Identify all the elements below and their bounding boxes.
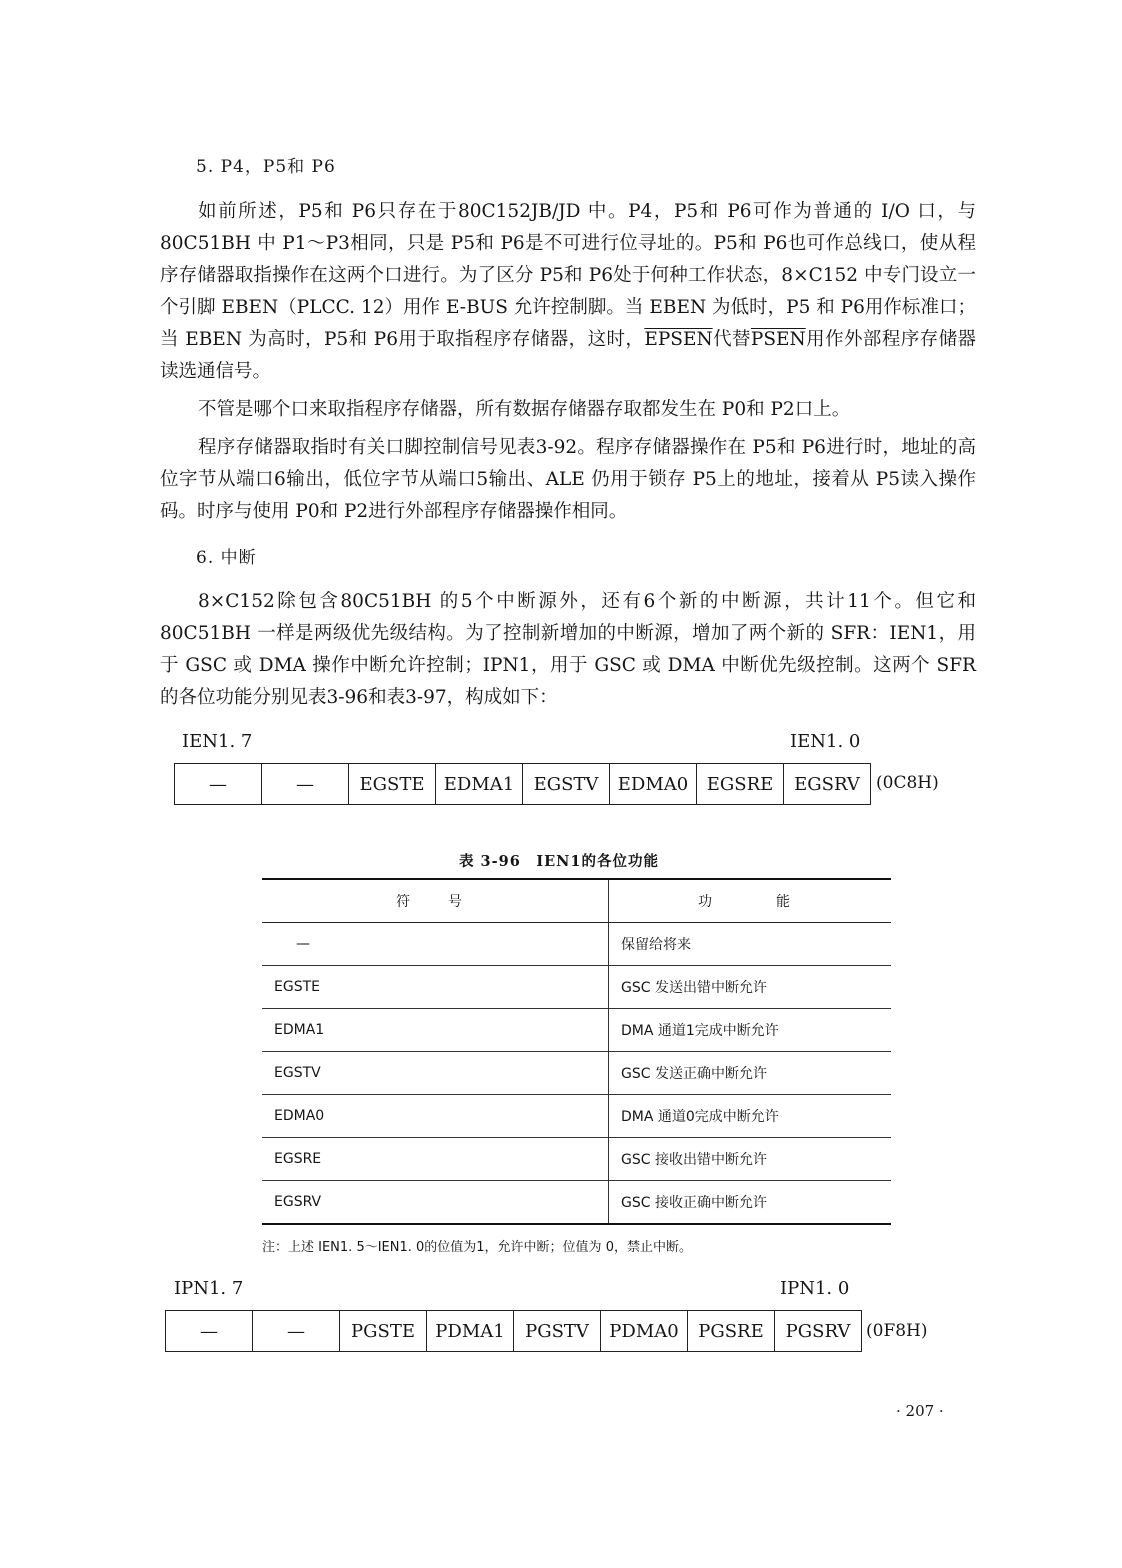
row-function: GSC 发送出错中断允许 bbox=[609, 966, 892, 1009]
ien1-bit-1: EGSRE bbox=[697, 764, 784, 805]
row-function: 保留给将来 bbox=[609, 923, 892, 966]
table-3-96-caption: 表 3-96 IEN1的各位功能 bbox=[459, 853, 660, 870]
ien1-bit-3: EGSTV bbox=[523, 764, 610, 805]
ipn1-bit-7: — bbox=[166, 1311, 253, 1352]
table-header-row bbox=[262, 879, 891, 923]
ipn1-bit-5: PGSTE bbox=[340, 1311, 427, 1352]
ien1-msb-label: IEN1. 7 bbox=[182, 731, 253, 752]
section-5-paragraph-1: 如前所述，P5和 P6只存在于80C152JB/JD 中。P4，P5和 P6可作为普通的 I/O 口，与 80C51BH 中 P1～P3相同，只是 P5和 P6是不可进行位寻址的。P5和 P6也可作总线口，使从程序存储器取指操作在这两个口进行。为了区分 P5和 P6处于何种工作状态，8×C152 中专门设立一个引脚 EBEN（PLCC. 12）用作 E-BUS 允许控制脚。当 EBEN 为低时，P5 和 P6用作标准口；当 EBEN 为高时，P5和 P6用于取指程序存储器，这时，EPSEN代替PSEN用作外部程序存储器读选通信号。 bbox=[160, 201, 976, 382]
ipn1-bit-0: PGSRV bbox=[775, 1311, 862, 1352]
table-row bbox=[262, 1052, 891, 1095]
row-function: GSC 接收正确中断允许 bbox=[609, 1181, 892, 1225]
ipn1-bit-3: PGSTV bbox=[514, 1311, 601, 1352]
row-symbol: — bbox=[262, 923, 609, 966]
header-symbol: 符 号 bbox=[262, 879, 609, 923]
ien1-bit-6: — bbox=[262, 764, 349, 805]
row-function: DMA 通道0完成中断允许 bbox=[609, 1095, 892, 1138]
ipn1-lsb-label: IPN1. 0 bbox=[780, 1278, 850, 1299]
ipn1-bit-6: — bbox=[253, 1311, 340, 1352]
table-row bbox=[262, 1181, 891, 1225]
row-function: GSC 接收出错中断允许 bbox=[609, 1138, 892, 1181]
table-3-96-note: 注：上述 IEN1. 5～IEN1. 0的位值为1，允许中断；位值为 0，禁止中断。 bbox=[262, 1240, 692, 1255]
epsen-signal: EPSEN bbox=[644, 329, 713, 350]
ien1-bit-0: EGSRV bbox=[784, 764, 871, 805]
ipn1-address: (0F8H) bbox=[866, 1321, 928, 1341]
ipn1-bit-4: PDMA1 bbox=[427, 1311, 514, 1352]
ien1-register-diagram bbox=[174, 763, 871, 805]
section-5-heading: 5. P4，P5和 P6 bbox=[196, 157, 336, 177]
section-6-paragraph-1: 8×C152除包含80C51BH 的5个中断源外，还有6个新的中断源，共计11个。但它和 80C51BH 一样是两级优先级结构。为了控制新增加的中断源，增加了两个新的 SFR：IEN1，用于 GSC 或 DMA 操作中断允许控制；IPN1，用于 GSC 或 DMA 中断优先级控制。这两个 SFR 的各位功能分别见表3-96和表3-97，构成如下： bbox=[160, 591, 976, 708]
table-row bbox=[262, 1138, 891, 1181]
section-6-body bbox=[160, 586, 976, 714]
page-number: · 207 · bbox=[896, 1402, 944, 1420]
section-5-body bbox=[160, 196, 976, 528]
row-symbol: EGSTV bbox=[262, 1052, 609, 1095]
row-symbol: EDMA0 bbox=[262, 1095, 609, 1138]
ipn1-register-diagram bbox=[165, 1310, 862, 1352]
ien1-bit-5: EGSTE bbox=[349, 764, 436, 805]
ien1-bit-2: EDMA0 bbox=[610, 764, 697, 805]
ien1-address: (0C8H) bbox=[876, 773, 939, 793]
table-row bbox=[262, 1095, 891, 1138]
table-3-96 bbox=[262, 878, 891, 1225]
section-5-paragraph-2: 不管是哪个口来取指程序存储器，所有数据存储器存取都发生在 P0和 P2口上。 bbox=[198, 399, 851, 420]
psen-signal: PSEN bbox=[750, 329, 806, 350]
ien1-lsb-label: IEN1. 0 bbox=[790, 731, 861, 752]
ipn1-bit-1: PGSRE bbox=[688, 1311, 775, 1352]
section-6-heading: 6. 中断 bbox=[196, 548, 257, 568]
table-row bbox=[262, 966, 891, 1009]
ipn1-bit-2: PDMA0 bbox=[601, 1311, 688, 1352]
row-function: GSC 发送正确中断允许 bbox=[609, 1052, 892, 1095]
header-function: 功 能 bbox=[609, 879, 892, 923]
ien1-bit-7: — bbox=[175, 764, 262, 805]
section-5-paragraph-3: 程序存储器取指时有关口脚控制信号见表3-92。程序存储器操作在 P5和 P6进行时，地址的高位字节从端口6输出，低位字节从端口5输出、ALE 仍用于锁存 P5上的地址，接着从 P5读入操作码。时序与使用 P0和 P2进行外部程序存储器操作相同。 bbox=[160, 437, 976, 522]
table-row bbox=[262, 1009, 891, 1052]
row-function: DMA 通道1完成中断允许 bbox=[609, 1009, 892, 1052]
ien1-bit-4: EDMA1 bbox=[436, 764, 523, 805]
table-row bbox=[262, 923, 891, 966]
row-symbol: EGSTE bbox=[262, 966, 609, 1009]
row-symbol: EGSRV bbox=[262, 1181, 609, 1225]
ipn1-msb-label: IPN1. 7 bbox=[174, 1278, 244, 1299]
row-symbol: EDMA1 bbox=[262, 1009, 609, 1052]
row-symbol: EGSRE bbox=[262, 1138, 609, 1181]
